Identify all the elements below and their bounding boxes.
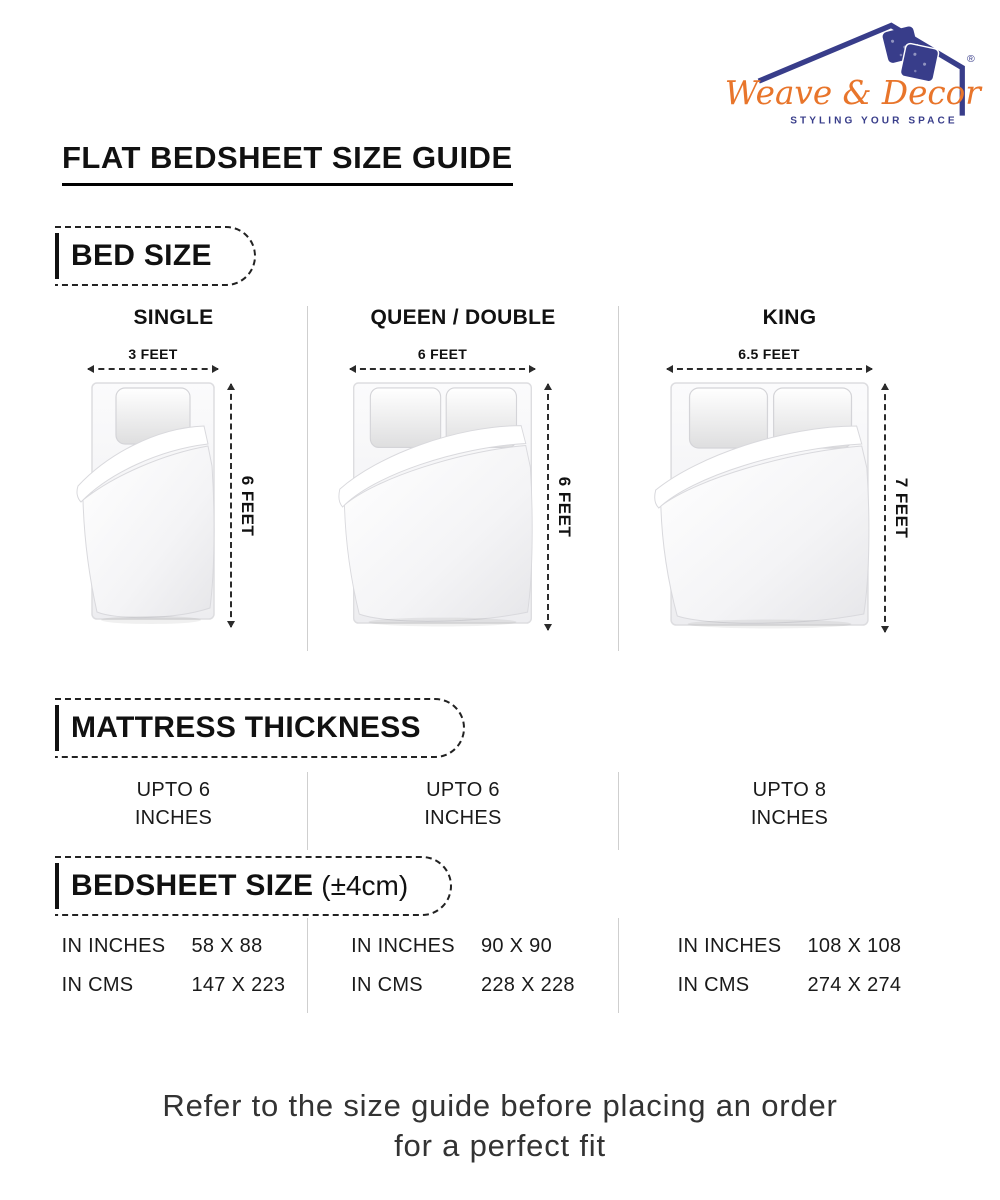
width-arrow — [667, 368, 872, 370]
brand-name: Weave & Decor — [724, 74, 981, 113]
footer-line-2: for a perfect fit — [394, 1128, 606, 1164]
length-arrow — [230, 384, 232, 627]
column-queen-double — [307, 306, 618, 651]
bedsheet-size-row — [40, 918, 960, 1013]
brand-tagline: STYLING YOUR SPACE — [790, 115, 958, 127]
bed-name: QUEEN / DOUBLE — [370, 306, 556, 329]
length-label: 6 FEET — [238, 475, 257, 536]
width-arrow — [350, 368, 535, 370]
thickness-king — [618, 772, 960, 850]
thickness-line: UPTO 6 — [136, 779, 211, 801]
thickness-line: UPTO 8 — [752, 779, 827, 801]
thickness-queen — [307, 772, 618, 850]
width-label: 3 FEET — [128, 346, 178, 362]
thickness-line: INCHES — [424, 807, 502, 829]
length-label: 7 FEET — [891, 477, 911, 539]
cms-value: 274 X 274 — [807, 973, 902, 996]
queen-bed-illustration — [350, 380, 535, 628]
column-king — [618, 306, 960, 651]
sheet-size-single — [40, 918, 307, 1013]
inches-label: IN INCHES — [351, 934, 455, 957]
footer-line-1: Refer to the size guide before placing an order — [162, 1088, 838, 1123]
width-label: 6.5 FEET — [738, 346, 800, 362]
mattress-thickness-row — [40, 772, 960, 850]
page-title: FLAT BEDSHEET SIZE GUIDE — [62, 140, 513, 186]
thickness-line: INCHES — [750, 807, 829, 829]
section-header-bedsheet-size — [55, 856, 452, 916]
cms-value: 147 X 223 — [191, 973, 286, 996]
sheet-size-queen — [307, 918, 618, 1013]
inches-value: 90 X 90 — [480, 934, 552, 957]
length-arrow — [547, 384, 549, 630]
inches-value: 108 X 108 — [807, 934, 902, 957]
section-header-bed-size — [55, 226, 256, 286]
section-label: BED SIZE — [71, 239, 212, 272]
thickness-single — [40, 772, 307, 850]
footer-note — [0, 1086, 1000, 1167]
thickness-line: INCHES — [134, 807, 213, 829]
bed-name: SINGLE — [133, 306, 214, 329]
cms-label: IN CMS — [677, 973, 750, 996]
cms-label: IN CMS — [61, 973, 134, 996]
section-header-mattress-thickness — [55, 698, 465, 758]
cms-label: IN CMS — [351, 973, 423, 996]
inches-label: IN INCHES — [61, 934, 166, 957]
registered-mark: ® — [967, 52, 975, 65]
thickness-line: UPTO 6 — [426, 779, 500, 801]
width-label: 6 FEET — [417, 346, 468, 362]
bed-name: KING — [762, 306, 817, 329]
brand-logo — [724, 12, 981, 132]
section-label: BEDSHEET SIZE — [71, 869, 314, 902]
inches-value: 58 X 88 — [191, 934, 263, 957]
width-arrow — [88, 368, 218, 370]
sheet-size-king — [618, 918, 960, 1013]
section-label: MATTRESS THICKNESS — [71, 711, 421, 744]
king-bed-illustration — [667, 380, 872, 630]
cms-value: 228 X 228 — [480, 973, 575, 996]
length-arrow — [884, 384, 886, 632]
column-single — [40, 306, 307, 651]
inches-label: IN INCHES — [677, 934, 782, 957]
length-label: 6 FEET — [555, 476, 574, 538]
tolerance-label: (±4cm) — [321, 870, 409, 901]
single-bed-illustration — [88, 380, 218, 625]
bed-size-row — [40, 306, 960, 651]
